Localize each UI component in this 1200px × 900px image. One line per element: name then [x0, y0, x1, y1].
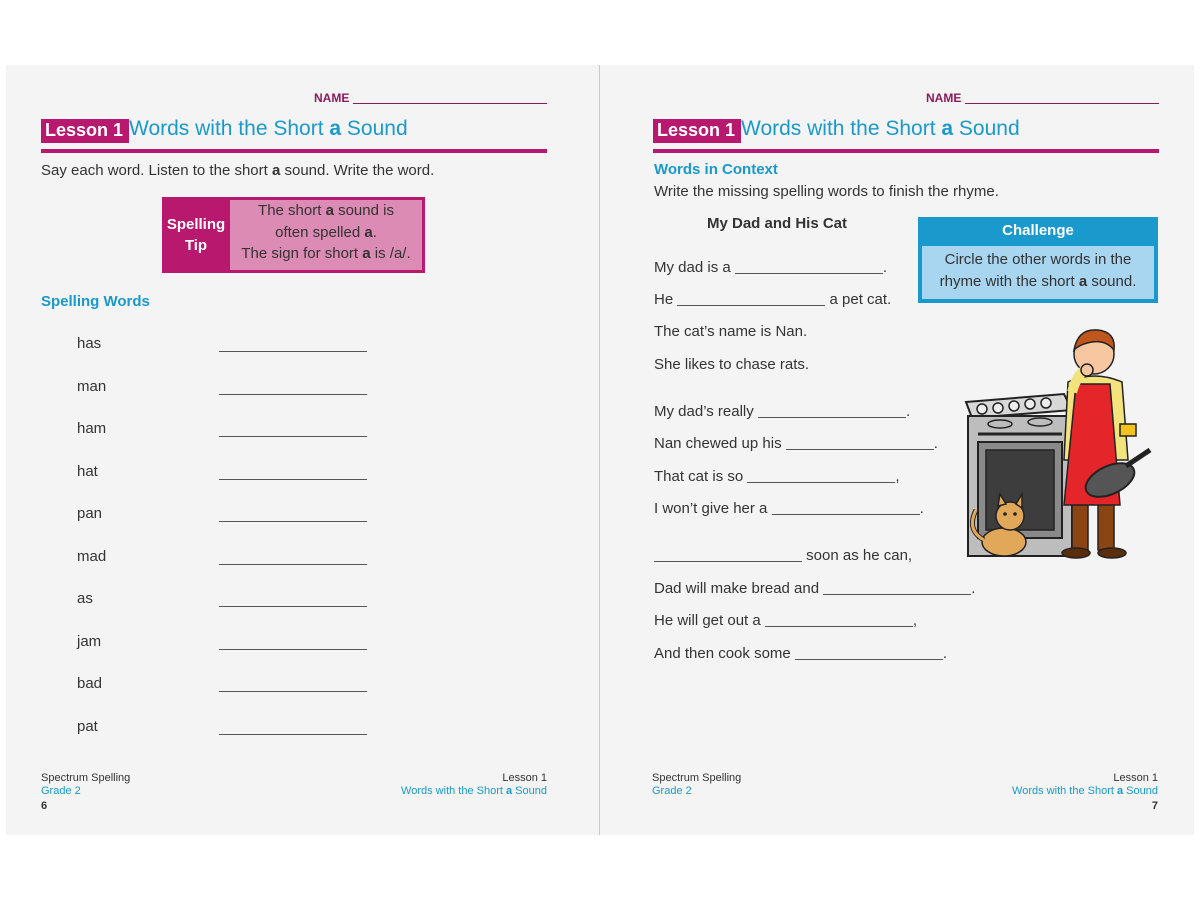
word-write-line[interactable] [219, 691, 367, 692]
lesson-header [41, 115, 547, 153]
lesson-badge: Lesson 1 [653, 119, 741, 143]
spelling-word: has [77, 335, 102, 352]
spelling-word: pan [77, 505, 103, 522]
dad-cooking-illustration [960, 320, 1170, 580]
lesson-header [653, 115, 1159, 153]
spelling-word: bad [77, 675, 103, 692]
spelling-word: mad [77, 547, 107, 565]
rhyme-line-3: The cat’s name is Nan. [654, 323, 808, 340]
footer-book: Spectrum Spelling [41, 772, 131, 784]
right-page [600, 65, 1194, 835]
spelling-tip-box [162, 197, 425, 273]
footer-lesson: Lesson 1 [1113, 772, 1158, 784]
word-write-line[interactable] [219, 649, 367, 650]
rhyme-line-7: That cat is so , [654, 468, 900, 485]
footer-grade: Grade 2 [652, 785, 692, 797]
challenge-box [918, 217, 1158, 303]
footer-title: Words with the Short a Sound [401, 785, 547, 797]
name-field [926, 89, 1159, 105]
spelling-word: pat [77, 717, 98, 735]
word-write-line[interactable] [219, 734, 367, 735]
page-number: 7 [1151, 800, 1158, 812]
page-number: 6 [41, 800, 48, 812]
word-write-line[interactable] [219, 436, 367, 437]
rhyme-line-4: She likes to chase rats. [654, 356, 810, 373]
answer-blank[interactable] [823, 580, 971, 595]
rhyme-line-10: Dad will make bread and . [654, 580, 976, 597]
spelling-tip-text: The short a sound is often spelled a. The sign for short a is /a/. [230, 200, 422, 270]
name-field [314, 89, 547, 105]
answer-blank[interactable] [654, 547, 802, 562]
spelling-words-heading: Spelling Words [41, 293, 150, 310]
answer-blank[interactable] [795, 645, 943, 660]
spelling-word: jam [77, 632, 102, 650]
answer-blank[interactable] [747, 468, 895, 483]
word-write-line[interactable] [219, 564, 367, 565]
rhyme-line-6: Nan chewed up his . [654, 435, 938, 452]
left-page [6, 65, 600, 835]
context-instruction: Write the missing spelling words to finish the rhyme. [654, 183, 999, 200]
footer-title: Words with the Short a Sound [1012, 785, 1158, 797]
dad-icon [1062, 330, 1150, 558]
name-label: NAME [926, 91, 962, 105]
footer-book: Spectrum Spelling [652, 772, 742, 784]
challenge-text: Circle the other words in the rhyme with the short a sound. [922, 246, 1154, 299]
footer-lesson: Lesson 1 [502, 772, 547, 784]
word-write-line[interactable] [219, 606, 367, 607]
name-label: NAME [314, 91, 350, 105]
rhyme-line-2: He a pet cat. [654, 291, 892, 308]
spelling-word: hat [77, 462, 98, 480]
answer-blank[interactable] [786, 435, 934, 450]
answer-blank[interactable] [772, 500, 920, 515]
lesson-title: Words with the Short a Sound [129, 117, 408, 140]
instruction: Say each word. Listen to the short a sound. Write the word. [41, 162, 435, 179]
answer-blank[interactable] [735, 259, 883, 274]
rhyme-line-5: My dad’s really . [654, 403, 911, 420]
rhyme-line-9: soon as he can, [654, 547, 912, 564]
spelling-word: ham [77, 420, 107, 437]
word-write-line[interactable] [219, 521, 367, 522]
rhyme-line-12: And then cook some . [654, 645, 948, 662]
spelling-word: as [77, 590, 93, 607]
rhyme-line-1: My dad is a . [654, 259, 888, 276]
name-blank[interactable] [353, 89, 547, 104]
rhyme-line-11: He will get out a , [654, 612, 918, 629]
lesson-title: Words with the Short a Sound [741, 117, 1020, 140]
footer-grade: Grade 2 [41, 785, 81, 797]
answer-blank[interactable] [758, 403, 906, 418]
rhyme-line-8: I won’t give her a . [654, 500, 924, 517]
word-write-line[interactable] [219, 479, 367, 480]
words-in-context-heading: Words in Context [654, 161, 778, 178]
challenge-title: Challenge [1002, 222, 1074, 239]
word-write-line[interactable] [219, 351, 367, 352]
word-write-line[interactable] [219, 394, 367, 395]
rhyme-title: My Dad and His Cat [707, 215, 848, 232]
spelling-tip-label: Spelling Tip [166, 216, 226, 254]
lesson-badge: Lesson 1 [41, 119, 129, 143]
spelling-word: man [77, 377, 107, 395]
answer-blank[interactable] [765, 612, 913, 627]
name-blank[interactable] [965, 89, 1159, 104]
answer-blank[interactable] [677, 291, 825, 306]
